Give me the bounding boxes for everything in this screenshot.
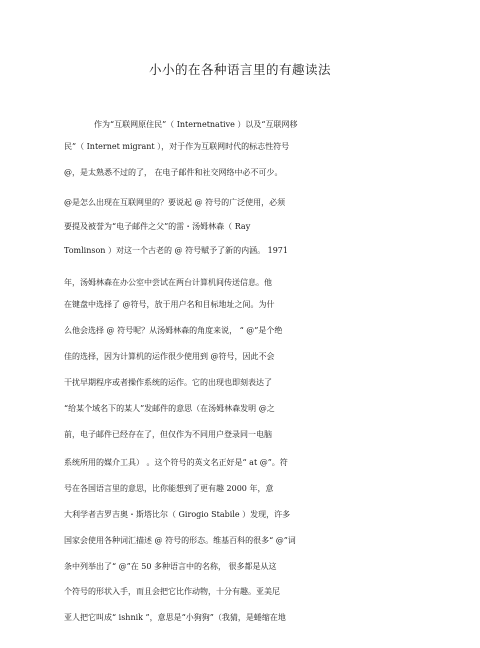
paragraph-line: 亚人把它叫成“ ishnik ”，意思是“小狗狗”（我猜，是蜷缩在地 (64, 613, 286, 622)
paragraph-line: 么他会选择 @ 符号呢？从汤姆林森的角度来说， “ @”是个绝 (64, 326, 283, 335)
paragraph-line: 民”（ Internet migrant ），对于作为互联网时代的标志性符号 (64, 142, 290, 151)
paragraph-line: 佳的选择，因为计算机的运作很少使用到 @符号，因此不会 (64, 352, 275, 361)
paragraph-line: 干扰早期程序或者操作系统的运作。它的出现也即刻表达了 (64, 378, 272, 387)
paragraph-line: 在键盘中选择了 @符号，放于用户名和目标地址之间。为什 (64, 300, 275, 309)
paragraph-line: 个符号的形状入手，而且会把它比作动物，十分有趣。亚美尼 (64, 587, 280, 596)
paragraph-line: 要提及被誉为“电子邮件之父”的雷・汤姆林森（ Ray (64, 222, 251, 231)
paragraph-line: 国家会使用各种词汇描述 @ 符号的形态。维基百科的很多“ @”词 (64, 536, 296, 545)
document-title: 小小的在各种语言里的有趣读法 (148, 62, 331, 77)
paragraph-line: 条中列举出了“ @”在 50 多种语言中的名称， 很多都是从这 (64, 562, 277, 571)
paragraph-line: 号在各国语言里的意思，比你能想到了更有趣 2000 年，意 (64, 484, 274, 493)
paragraph-line: 大利学者吉罗吉奥・斯塔比尔（ Girogio Stabile ）发现，许多 (64, 510, 291, 519)
paragraph-line: “给某个域名下的某人”发邮件的意思（在汤姆林森发明 @之 (64, 404, 275, 413)
paragraph-line: Tomlinson ）对这一个古老的 @ 符号赋予了新的内涵。 1971 (64, 246, 288, 255)
paragraph-line: 系统所用的媒介工具） 。这个符号的英文名正好是“ at @”。符 (64, 458, 288, 467)
paragraph-line: 作为“互联网原住民”（ Internetnative ）以及“互联网移 (94, 120, 298, 129)
paragraph-line: 前，电子邮件已经存在了，但仅作为不同用户登录同一电脑 (64, 430, 272, 439)
paragraph-line: @，是太熟悉不过的了， 在电子邮件和社交网络中必不可少。 (64, 168, 283, 177)
paragraph-line: @是怎么出现在互联网里的？要说起 @ 符号的广泛使用，必须 (64, 198, 286, 207)
paragraph-line: 年，汤姆林森在办公室中尝试在两台计算机间传送信息。他 (64, 278, 272, 287)
